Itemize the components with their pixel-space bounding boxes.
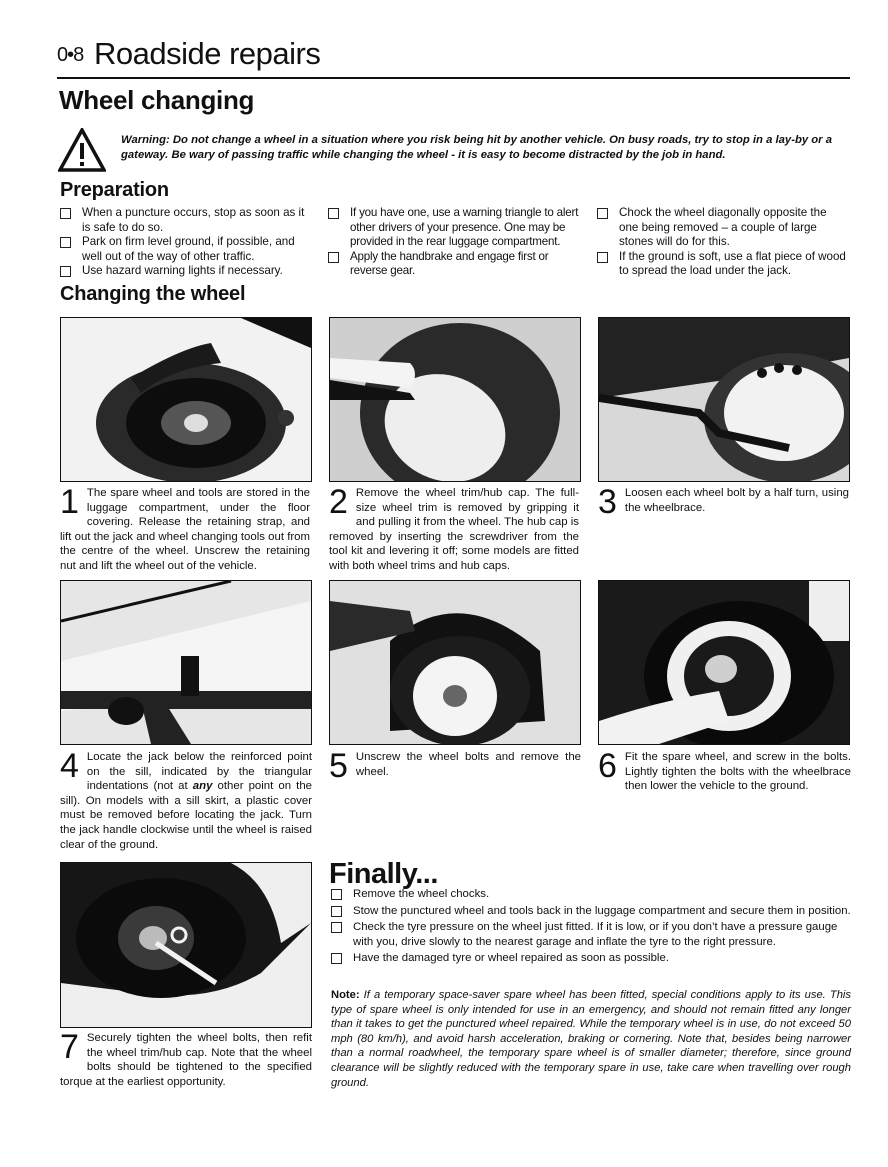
checkbox-icon bbox=[328, 252, 339, 263]
preparation-column-1 bbox=[60, 206, 312, 279]
checklist-item: Park on firm level ground, if possible, and well out of the way of other traffic. bbox=[60, 235, 312, 264]
checklist-item: Stow the punctured wheel and tools back in the luggage compartment and secure them in position. bbox=[331, 904, 851, 919]
finally-heading: Finally... bbox=[329, 858, 438, 890]
step-number: 6 bbox=[598, 747, 617, 785]
finally-checklist bbox=[331, 887, 851, 968]
section-title: Roadside repairs bbox=[94, 36, 321, 71]
note-label: Note: bbox=[331, 989, 360, 1001]
checklist-item: Apply the handbrake and engage first or reverse gear. bbox=[328, 250, 582, 279]
checkbox-icon bbox=[60, 266, 71, 277]
step-2: 2 Remove the wheel trim/hub cap. The full-size wheel trim is removed by gripping it and pulling it from the wheel. The hub cap is removed by inserting the screwdriver from the tool kit and levering it off; some models are fitted with both wheel trims and hub caps. bbox=[329, 483, 579, 572]
checkbox-icon bbox=[331, 953, 342, 964]
page-number: 0•8 bbox=[57, 44, 84, 66]
checkbox-icon bbox=[331, 889, 342, 900]
warning-triangle-icon bbox=[58, 128, 106, 172]
checkbox-icon bbox=[597, 252, 608, 263]
preparation-heading: Preparation bbox=[60, 179, 169, 201]
warning-text: Warning: Do not change a wheel in a situation where you risk being hit by another vehicle. On busy roads, try to stop in a lay-by or a gateway. Be wary of passing traffic while changing the wheel - it is easy to become distracted by the job in hand. bbox=[121, 134, 832, 161]
checkbox-icon bbox=[597, 208, 608, 219]
step-number: 5 bbox=[329, 747, 348, 785]
step-number: 4 bbox=[60, 747, 79, 785]
step-4: 4 Locate the jack below the reinforced point on the sill, indicated by the triangular indentations (not at any other point on the sill). On models with a sill skirt, a plastic cover must be removed before locating the jack. Turn the jack handle clockwise until the wheel is raised clear of the ground. bbox=[60, 747, 312, 851]
changing-heading: Changing the wheel bbox=[60, 283, 246, 305]
checklist-item: Chock the wheel diagonally opposite the one being removed – a couple of large stones will do for this. bbox=[597, 206, 847, 250]
checklist-item: Remove the wheel chocks. bbox=[331, 887, 851, 902]
checkbox-icon bbox=[60, 237, 71, 248]
photo-step-2 bbox=[329, 317, 581, 482]
checklist-item: Check the tyre pressure on the wheel just fitted. If it is low, or if you don’t have a pressure gauge with you, drive slowly to the nearest garage and inflate the tyre to the right pressure. bbox=[331, 920, 851, 949]
checkbox-icon bbox=[328, 208, 339, 219]
photo-step-1 bbox=[60, 317, 312, 482]
note-paragraph: Note: If a temporary space-saver spare wheel has been fitted, special conditions apply to its use. This type of spare wheel is only intended for use in an emergency, and should not remain fitted any longer than it takes to get the punctured wheel repaired. While the temporary wheel is in use, do not exceed 50 mph (80 km/h), and avoid harsh acceleration, braking or cornering. Note that, besides being narrower than a normal roadwheel, the temporary spare wheel is of smaller diameter; therefore, since ground clearance will be slightly reduced with the temporary spare in use, take care when travelling over rough ground. bbox=[331, 989, 851, 1089]
photo-step-7 bbox=[60, 862, 312, 1028]
checklist-item: Use hazard warning lights if necessary. bbox=[60, 264, 312, 279]
photo-step-3 bbox=[598, 317, 850, 482]
step-6: 6 Fit the spare wheel, and screw in the bolts. Lightly tighten the bolts with the wheelbrace then lower the vehicle to the ground. bbox=[598, 747, 851, 793]
checklist-item: Have the damaged tyre or wheel repaired as soon as possible. bbox=[331, 951, 851, 966]
photo-step-5 bbox=[329, 580, 581, 745]
checkbox-icon bbox=[331, 906, 342, 917]
checkbox-icon bbox=[331, 922, 342, 933]
step-number: 2 bbox=[329, 483, 348, 521]
step-number: 3 bbox=[598, 483, 617, 521]
checklist-item: When a puncture occurs, stop as soon as it is safe to do so. bbox=[60, 206, 312, 235]
step-number: 7 bbox=[60, 1028, 79, 1066]
step-1: 1 The spare wheel and tools are stored in the luggage compartment, under the floor covering. Release the retaining strap, and lift out the jack and wheel changing tools out from the centre of the wheel. Unscrew the retaining nut and lift the wheel out of the vehicle. bbox=[60, 483, 310, 572]
checkbox-icon bbox=[60, 208, 71, 219]
preparation-column-3 bbox=[597, 206, 847, 279]
step-3: 3 Loosen each wheel bolt by a half turn, using the wheelbrace. bbox=[598, 483, 849, 521]
step-7: 7 Securely tighten the wheel bolts, then refit the wheel trim/hub cap. Note that the wheel bolts should be tightened to the specified torque at the earliest opportunity. bbox=[60, 1028, 312, 1088]
step-5: 5 Unscrew the wheel bolts and remove the wheel. bbox=[329, 747, 581, 785]
page-title: Wheel changing bbox=[59, 85, 255, 115]
header-divider bbox=[57, 77, 850, 79]
step-number: 1 bbox=[60, 483, 79, 521]
photo-step-6 bbox=[598, 580, 850, 745]
photo-step-4 bbox=[60, 580, 312, 745]
checklist-item: If you have one, use a warning triangle to alert other drivers of your presence. One may be provided in the rear luggage compartment. bbox=[328, 206, 582, 250]
checklist-item: If the ground is soft, use a flat piece of wood to spread the load under the jack. bbox=[597, 250, 847, 279]
preparation-column-2 bbox=[328, 206, 582, 279]
